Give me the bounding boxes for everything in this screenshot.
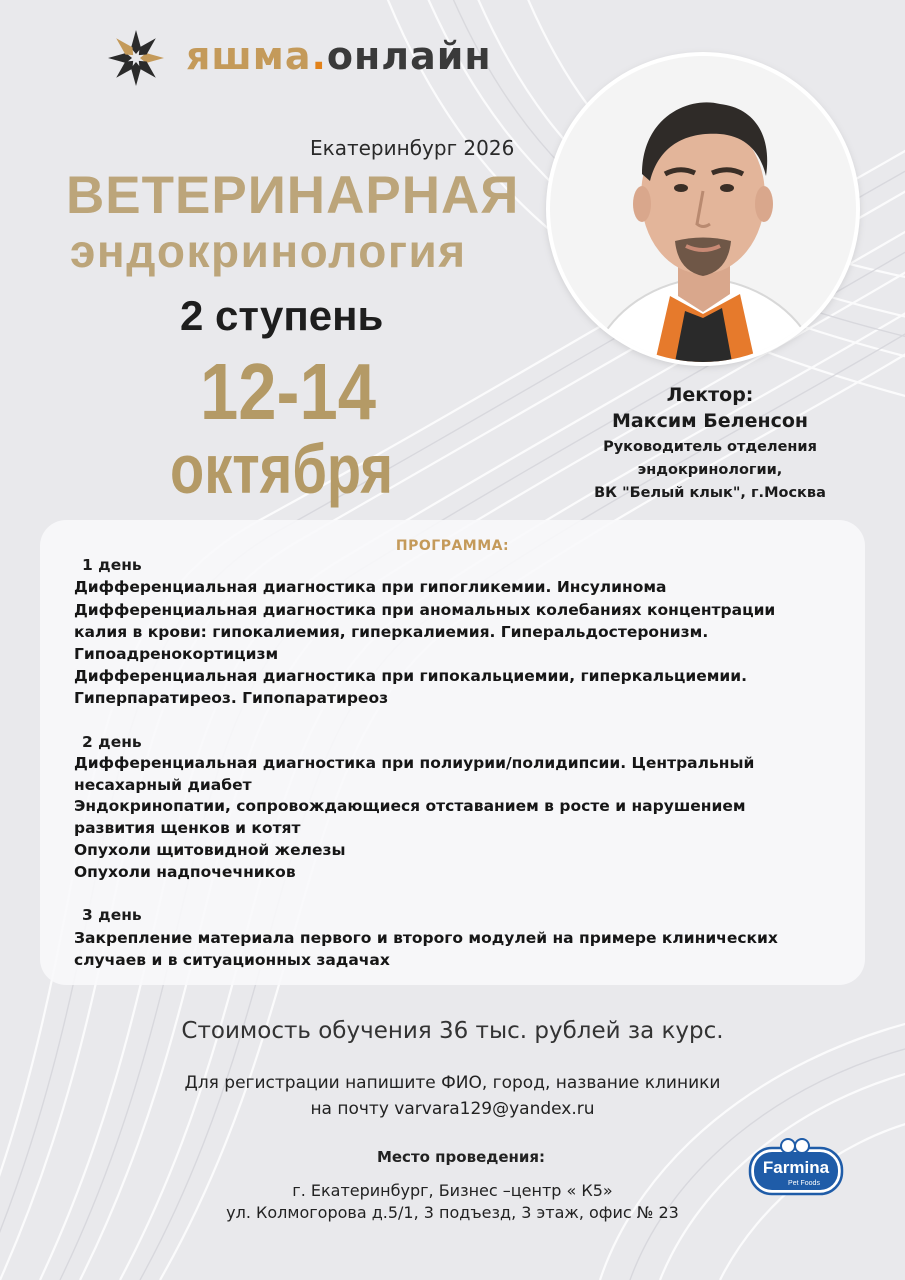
venue-line: г. Екатеринбург, Бизнес –центр « К5» <box>292 1181 613 1200</box>
farmina-logo <box>748 1136 844 1196</box>
day-1-title: 1 день <box>82 556 142 574</box>
program-title: ПРОГРАММА: <box>395 538 510 554</box>
lecturer-position <box>560 436 860 505</box>
lecturer-label: Лектор: <box>666 384 754 406</box>
lecturer-name: Максим Беленсон <box>611 410 809 432</box>
program-line: калия в крови: гипокалиемия, гиперкалиемия. Гиперальдостеронизм. <box>74 623 709 641</box>
event-month: октября <box>170 430 394 508</box>
registration-email-line: на почту varvara129@yandex.ru <box>310 1099 595 1119</box>
program-line: Опухоли щитовидной железы <box>74 841 346 859</box>
registration-info <box>0 1070 905 1122</box>
lecturer-portrait-image <box>550 56 856 362</box>
program-line: Гиперпаратиреоз. Гипопаратиреоз <box>74 689 389 707</box>
program-line: Дифференциальная диагностика при полиурии/полидипсии. Центральный <box>74 754 755 772</box>
title-line-1: ВЕТЕРИНАРНАЯ <box>66 166 520 225</box>
lecturer-photo <box>550 56 856 362</box>
lecturer-position-line: ВК "Белый клык", г.Москва <box>594 485 826 501</box>
logo-text-dot: . <box>311 34 327 78</box>
lecturer-info <box>560 378 860 505</box>
program-panel <box>40 520 865 985</box>
lecturer-position-line: эндокринологии, <box>637 462 783 478</box>
program-line: Гипоадренокортицизм <box>74 645 279 663</box>
snowflake-logo-icon <box>104 28 168 88</box>
city-year: Екатеринбург 2026 <box>310 136 515 160</box>
program-line: Закрепление материала первого и второго модулей на примере клинических <box>74 929 778 947</box>
program-line: Дифференциальная диагностика при гипогликемии. Инсулинома <box>74 578 667 596</box>
registration-line: Для регистрации напишите ФИО, город, название клиники <box>184 1073 721 1093</box>
program-line: несахарный диабет <box>74 776 252 794</box>
lecturer-position-line: Руководитель отделения <box>603 439 817 455</box>
farmina-badge-icon <box>748 1136 844 1196</box>
program-line: развития щенков и котят <box>74 819 301 837</box>
program-line: случаев и в ситуационных задачах <box>74 951 390 969</box>
venue-title: Место проведения: <box>376 1148 546 1166</box>
title-line-2: эндокринология <box>70 225 467 277</box>
course-price: Стоимость обучения 36 тыс. рублей за курс. <box>181 1018 724 1044</box>
event-dates: 12-14 <box>200 347 376 436</box>
program-line: Эндокринопатии, сопровождающиеся отставанием в росте и нарушением <box>74 797 746 815</box>
logo-text-part2: онлайн <box>326 34 492 78</box>
day-3-title: 3 день <box>82 906 142 924</box>
program-line: Дифференциальная диагностика при аномальных колебаниях концентрации <box>74 601 776 619</box>
venue-line: ул. Колмогорова д.5/1, 3 подъезд, 3 этаж, офис № 23 <box>226 1203 679 1222</box>
program-line: Опухоли надпочечников <box>74 863 296 881</box>
brand-logo <box>104 28 504 88</box>
program-line: Дифференциальная диагностика при гипокальциемии, гиперкальциемии. <box>74 667 748 685</box>
farmina-tagline: Pet Foods <box>788 1180 820 1187</box>
course-level: 2 ступень <box>180 292 384 339</box>
farmina-name: Farmina <box>762 1158 830 1177</box>
logo-text-part1: яшма <box>186 34 312 78</box>
day-2-title: 2 день <box>82 733 142 751</box>
